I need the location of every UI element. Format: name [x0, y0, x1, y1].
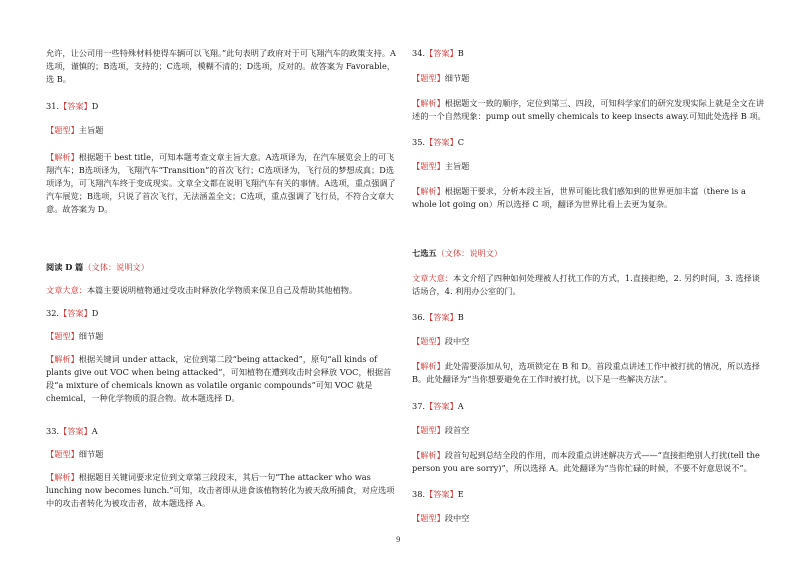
analysis-text: 根据题干 best title，可知本题考查文章主旨大意。A选项译为，在汽车展览会上的可飞翔汽车；B选项译为，飞翔汽车“Transition”的首次飞行；C选项译为，飞行员的梦想成真；D选项译为，可飞翔汽车终于变成现实。文章全文都在说明飞翔汽车有关的事情。A选项，重点强调了汽车展览；B选项，只说了首次飞行，无法涵盖全文；C选项，重点强调了飞行员，不符合文章大意。故答案为 D。: [46, 152, 396, 214]
analysis-text: 段首句起到总结全段的作用，而本段重点讲述解决方式——“直接拒绝别人打扰(tell the person you are sorry)”，所以选择 A。此处翻译为“当你忙碌的时候，不要不好意思说不”。: [412, 450, 760, 473]
question-type: 细节题: [444, 73, 470, 83]
question-number: 36.: [412, 312, 426, 322]
question-type: 段中空: [444, 336, 470, 346]
q32-answer-line: [46, 307, 402, 320]
q36-answer-line: [412, 311, 768, 324]
section7-summary: [412, 272, 768, 298]
analysis-tag: 【解析】: [412, 361, 445, 371]
section-genre: （文体：说明文）: [83, 262, 149, 272]
answer-tag: 【答案】: [59, 101, 92, 111]
answer-value: A: [91, 426, 98, 436]
q35-type-line: [412, 160, 768, 173]
analysis-tag: 【解析】: [412, 98, 445, 108]
answer-tag: 【答案】: [425, 137, 458, 147]
answer-value: D: [91, 101, 99, 111]
section-title: 阅读 D 篇: [46, 262, 84, 272]
type-tag: 【题型】: [412, 73, 445, 83]
q38-answer-line: [412, 488, 768, 501]
answer-tag: 【答案】: [425, 489, 458, 499]
question-number: 38.: [412, 489, 426, 499]
q36-type-line: [412, 335, 768, 348]
summary-text: 本文介绍了四种如何处理被人打扰工作的方式，1.直接拒绝，2. 另约时间，3. 选择谈话场合，4. 利用办公室的门。: [412, 273, 760, 296]
type-tag: 【题型】: [412, 161, 445, 171]
q38-type-line: [412, 512, 768, 525]
answer-value: E: [457, 489, 464, 499]
q32-analysis: [46, 353, 402, 405]
q37-type-line: [412, 424, 768, 437]
question-number: 33.: [46, 426, 60, 436]
q36-analysis: [412, 360, 768, 386]
analysis-text: 根据题目关键词要求定位到文章第三段段末，其后一句“The attacker who was lunching now becomes lunch.”可知，攻击者即从进食该植物转化为被天敌所捕食，对应选项中的攻击者转化为被攻击者，故本题选择 A。: [46, 472, 395, 508]
q33-analysis: [46, 471, 402, 510]
question-number: 35.: [412, 137, 426, 147]
analysis-text: 根据关键词 under attack，定位到第二段“being attacked”，原句“all kinds of plants give out VOC when being attacked”，可知植物在遭到攻击时会释放 VOC，根据首段“a mixture of chemicals known as volatile organic compounds”可知 VOC 就是 chemical，一种化学物质的混合物。故本题选择 D。: [46, 354, 392, 403]
section-d-summary: [46, 284, 402, 297]
q31-answer-line: [46, 100, 402, 113]
analysis-tag: 【解析】: [412, 450, 445, 460]
question-type: 主旨题: [444, 161, 470, 171]
answer-value: B: [457, 48, 464, 58]
q34-analysis: [412, 97, 768, 123]
continuation-text: 允许，让公司用一些特殊材料使得车辆可以飞翔。”此句表明了政府对于可飞翔汽车的政策支持。A选项，谨慎的；B选项，支持的；C选项，模糊不清的；D选项，反对的。故答案为 Favorable，选 B。: [46, 48, 396, 84]
section7-heading: [412, 247, 768, 260]
analysis-tag: 【解析】: [46, 152, 79, 162]
answer-tag: 【答案】: [425, 401, 458, 411]
section-title: 七选五: [412, 248, 437, 258]
question-type: 细节题: [78, 449, 104, 459]
answer-tag: 【答案】: [59, 426, 92, 436]
q35-answer-line: [412, 136, 768, 149]
question-number: 34.: [412, 48, 426, 58]
section-genre: （文体：说明文）: [436, 248, 503, 258]
question-number: 37.: [412, 401, 426, 411]
q33-answer-line: [46, 425, 402, 438]
type-tag: 【题型】: [412, 513, 445, 523]
answer-tag: 【答案】: [59, 308, 92, 318]
type-tag: 【题型】: [46, 125, 79, 135]
q31-type-line: [46, 124, 402, 137]
type-tag: 【题型】: [412, 425, 445, 435]
summary-tag: 文章大意：: [412, 273, 453, 283]
answer-tag: 【答案】: [425, 48, 458, 58]
q37-analysis: [412, 449, 768, 475]
q31-analysis: [46, 151, 402, 216]
answer-value: A: [457, 401, 464, 411]
type-tag: 【题型】: [412, 336, 445, 346]
question-number: 32.: [46, 308, 60, 318]
type-tag: 【题型】: [46, 331, 79, 341]
page-number: 9: [396, 536, 401, 544]
analysis-text: 根据题文一致的顺序，定位到第三、四段，可知科学家们的研究发现实际上就是全文在讲述的一个自然现象：pump out smelly chemicals to keep insects away.可知此处选择 B 项。: [412, 98, 766, 121]
analysis-tag: 【解析】: [46, 354, 79, 364]
q35-analysis: [412, 185, 768, 211]
answer-value: B: [457, 312, 464, 322]
summary-text: 本篇主要说明植物通过受攻击时释放化学物质来保卫自己及帮助其他植物。: [86, 285, 358, 295]
type-tag: 【题型】: [46, 449, 79, 459]
analysis-tag: 【解析】: [412, 186, 445, 196]
analysis-text: 此处需要添加从句，选项锁定在 B 和 D。首段重点讲述工作中被打扰的情况，所以选择 B。此处翻译为“当你想要避免在工作时被打扰，以下是一些解决方法”。: [412, 361, 760, 384]
continuation-paragraph: [46, 47, 402, 86]
q32-type-line: [46, 330, 402, 343]
answer-tag: 【答案】: [425, 312, 458, 322]
summary-tag: 文章大意：: [46, 285, 87, 295]
q34-answer-line: [412, 47, 768, 60]
question-type: 段中空: [444, 513, 470, 523]
question-type: 细节题: [78, 331, 104, 341]
analysis-text: 根据题干要求，分析本段主旨，世界可能比我们感知到的世界更加丰富（there is a whole lot going on）所以选择 C 项，翻译为世界比看上去更为复杂。: [412, 186, 746, 209]
answer-value: C: [457, 137, 465, 147]
q34-type-line: [412, 72, 768, 85]
question-type: 段首空: [444, 425, 470, 435]
question-number: 31.: [46, 101, 60, 111]
section-d-heading: [46, 261, 402, 274]
question-type: 主旨题: [78, 125, 104, 135]
analysis-tag: 【解析】: [46, 472, 79, 482]
q33-type-line: [46, 448, 402, 461]
answer-value: D: [91, 308, 99, 318]
q37-answer-line: [412, 400, 768, 413]
